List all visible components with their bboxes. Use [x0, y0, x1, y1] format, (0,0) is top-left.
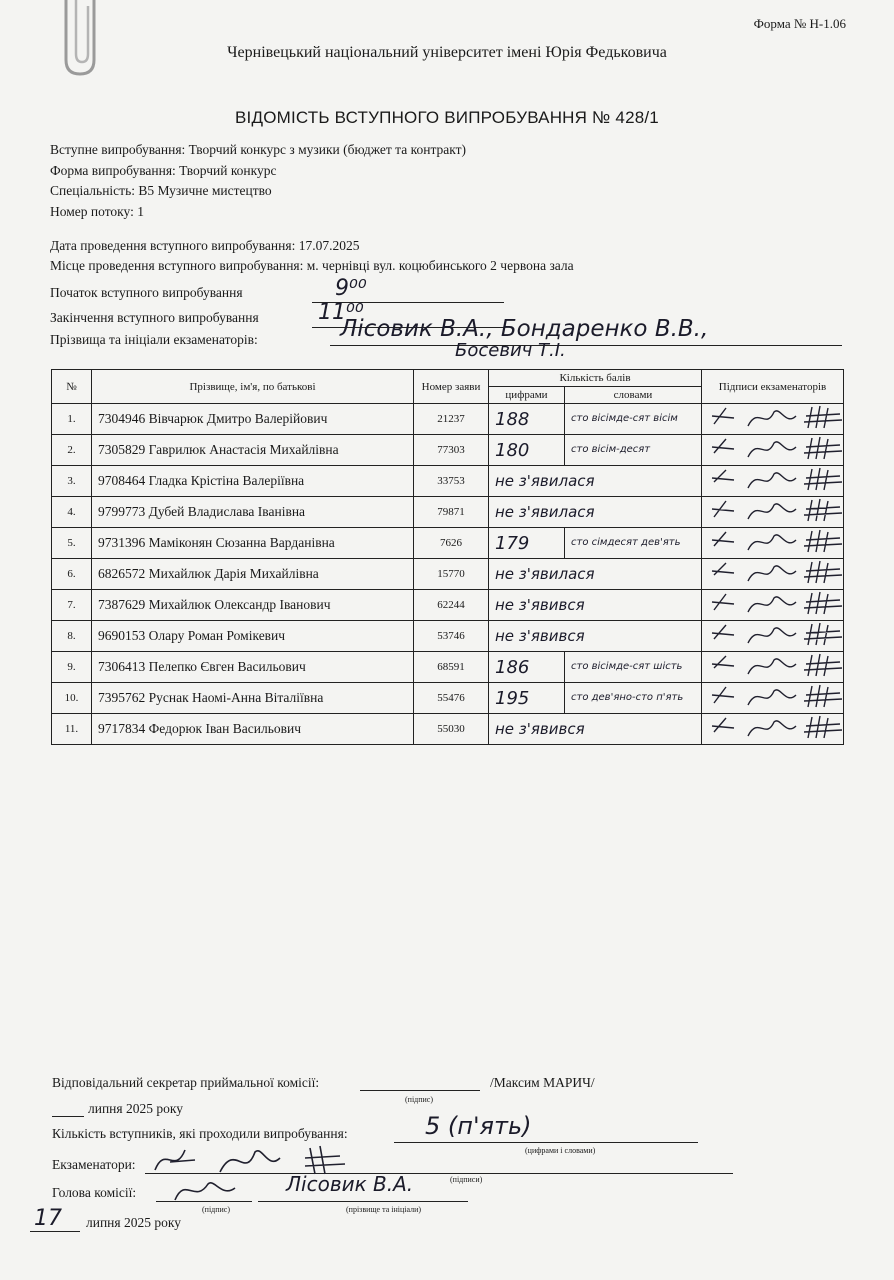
head-name-line	[258, 1201, 468, 1202]
application-number: 53746	[414, 621, 489, 652]
application-number: 21237	[414, 404, 489, 435]
applicant-name: 7305829 Гаврилюк Анастасія Михайлівна	[92, 435, 414, 466]
row-index: 1.	[52, 404, 92, 435]
header-signatures: Підписи екзаменаторів	[702, 370, 844, 404]
examiner-signatures	[702, 404, 844, 435]
applicant-name: 7395762 Руснак Наомі-Анна Віталіївна	[92, 683, 414, 714]
application-number: 68591	[414, 652, 489, 683]
start-label: Початок вступного випробування	[50, 285, 243, 300]
signature-scribble-icon	[708, 497, 844, 523]
applicant-name: 9731396 Маміконян Сюзанна Варданівна	[92, 528, 414, 559]
examiners-value-1: Лісовик В.А., Бондаренко В.В.,	[340, 316, 709, 342]
applicant-name: 6826572 Михайлюк Дарія Михайлівна	[92, 559, 414, 590]
score-digits: 179	[489, 528, 565, 559]
count-caption: (цифрами і словами)	[525, 1146, 596, 1155]
examiner-signatures	[702, 683, 844, 714]
application-number: 33753	[414, 466, 489, 497]
paper-clip-icon	[58, 0, 108, 82]
absence-note: не з'явився	[489, 590, 702, 621]
examiner-signatures	[702, 497, 844, 528]
absence-note: не з'явився	[489, 621, 702, 652]
head-signature-icon	[170, 1172, 240, 1206]
application-number: 77303	[414, 435, 489, 466]
score-digits: 195	[489, 683, 565, 714]
examiner-signatures	[702, 559, 844, 590]
results-table-body	[52, 404, 844, 745]
row-index: 4.	[52, 497, 92, 528]
table-row	[52, 714, 844, 745]
count-label: Кількість вступників, які проходили випробування:	[52, 1126, 348, 1141]
examiner-signatures	[702, 435, 844, 466]
row-index: 6.	[52, 559, 92, 590]
date1-suffix: липня 2025 року	[88, 1101, 183, 1116]
count-line	[394, 1142, 698, 1143]
signature-scribble-icon	[708, 683, 844, 709]
header-words: словами	[565, 387, 702, 404]
examiners-label: Прізвища та ініціали екзаменаторів:	[50, 332, 258, 347]
end-label: Закінчення вступного випробування	[50, 310, 259, 325]
row-index: 7.	[52, 590, 92, 621]
specialty-line: Спеціальність: В5 Музичне мистецтво	[50, 183, 272, 198]
document-title: ВІДОМІСТЬ ВСТУПНОГО ВИПРОБУВАННЯ № 428/1	[235, 108, 659, 127]
examiners-value-2: Босевич Т.І.	[455, 340, 566, 361]
examiner-signatures	[702, 652, 844, 683]
table-row	[52, 404, 844, 435]
row-index: 11.	[52, 714, 92, 745]
applicant-name: 7304946 Вівчарюк Дмитро Валерійович	[92, 404, 414, 435]
examiners-footer-label: Екзаменатори:	[52, 1157, 136, 1172]
table-row	[52, 435, 844, 466]
exam-form-line: Форма випробування: Творчий конкурс	[50, 163, 277, 178]
results-table	[51, 369, 844, 745]
table-row	[52, 559, 844, 590]
secretary-name: /Максим МАРИЧ/	[490, 1075, 595, 1090]
signatures-caption: (підписи)	[450, 1175, 483, 1184]
table-row	[52, 497, 844, 528]
table-row	[52, 621, 844, 652]
application-number: 79871	[414, 497, 489, 528]
university-name: Чернівецький національний університет імені Юрія Федьковича	[227, 44, 667, 61]
signature-scribble-icon	[708, 435, 844, 461]
examiner-signatures	[702, 621, 844, 652]
stream-line: Номер потоку: 1	[50, 204, 144, 219]
applicant-name: 9708464 Гладка Крістіна Валеріївна	[92, 466, 414, 497]
row-index: 5.	[52, 528, 92, 559]
table-row	[52, 652, 844, 683]
secretary-sign-line	[360, 1090, 480, 1091]
application-number: 62244	[414, 590, 489, 621]
row-index: 3.	[52, 466, 92, 497]
examiner-signatures	[702, 590, 844, 621]
row-index: 8.	[52, 621, 92, 652]
absence-note: не з'явилася	[489, 559, 702, 590]
header-name: Прізвище, ім'я, по батькові	[92, 370, 414, 404]
signature-scribble-icon	[708, 590, 844, 616]
head-label: Голова комісії:	[52, 1185, 137, 1200]
absence-note: не з'явився	[489, 714, 702, 745]
secretary-label: Відповідальний секретар приймальної комісії:	[52, 1075, 320, 1090]
score-words: сто вісімде-сят шість	[565, 652, 702, 683]
absence-note: не з'явилася	[489, 497, 702, 528]
applicant-name: 7387629 Михайлюк Олександр Іванович	[92, 590, 414, 621]
header-application: Номер заяви	[414, 370, 489, 404]
examiner-signatures	[702, 528, 844, 559]
signature-scribble-icon	[708, 652, 844, 678]
place-line: Місце проведення вступного випробування: м. чернівці вул. коцюбинського 2 червона зала	[50, 258, 574, 273]
date2-suffix: липня 2025 року	[86, 1215, 181, 1230]
application-number: 55476	[414, 683, 489, 714]
row-index: 9.	[52, 652, 92, 683]
examiners-underline	[330, 345, 842, 346]
application-number: 7626	[414, 528, 489, 559]
signature-scribble-icon	[708, 528, 844, 554]
header-digits: цифрами	[489, 387, 565, 404]
head-name-caption: (прізвище та ініціали)	[346, 1205, 422, 1214]
signature-scribble-icon	[708, 466, 844, 492]
signature-scribble-icon	[708, 621, 844, 647]
signature-scribble-icon	[708, 404, 844, 430]
header-score: Кількість балів	[489, 370, 702, 387]
row-index: 2.	[52, 435, 92, 466]
date1-day-line	[52, 1116, 84, 1117]
date-line: Дата проведення вступного випробування: 17.07.2025	[50, 238, 360, 253]
applicant-name: 9717834 Федорюк Іван Васильович	[92, 714, 414, 745]
absence-note: не з'явилася	[489, 466, 702, 497]
score-digits: 180	[489, 435, 565, 466]
form-number: Форма № Н-1.06	[753, 16, 846, 31]
table-row	[52, 590, 844, 621]
application-number: 15770	[414, 559, 489, 590]
score-digits: 188	[489, 404, 565, 435]
head-name: Лісовик В.А.	[286, 1172, 414, 1196]
table-row	[52, 528, 844, 559]
exam-line: Вступне випробування: Творчий конкурс з музики (бюджет та контракт)	[50, 142, 467, 157]
date2-day-line	[30, 1231, 80, 1232]
application-number: 55030	[414, 714, 489, 745]
applicant-name: 9690153 Олару Роман Ромікевич	[92, 621, 414, 652]
end-value: 11⁰⁰	[318, 300, 364, 325]
row-index: 10.	[52, 683, 92, 714]
head-sign-caption: (підпис)	[202, 1205, 231, 1214]
applicant-name: 9799773 Дубей Владислава Іванівна	[92, 497, 414, 528]
score-words: сто сімдесят дев'ять	[565, 528, 702, 559]
table-row	[52, 466, 844, 497]
examiner-signatures	[702, 714, 844, 745]
examiner-signatures	[702, 466, 844, 497]
date2-day: 17	[34, 1206, 62, 1231]
signature-scribble-icon	[708, 559, 844, 585]
start-value: 9⁰⁰	[335, 276, 367, 301]
secretary-sign-caption: (підпис)	[405, 1095, 434, 1104]
score-words: сто вісім-десят	[565, 435, 702, 466]
score-words: сто дев'яно-сто п'ять	[565, 683, 702, 714]
signature-scribble-icon	[708, 714, 844, 740]
applicant-name: 7306413 Пелепко Євген Васильович	[92, 652, 414, 683]
header-idx: №	[52, 370, 92, 404]
count-value: 5 (п'ять)	[425, 1112, 532, 1140]
score-digits: 186	[489, 652, 565, 683]
score-words: сто вісімде-сят вісім	[565, 404, 702, 435]
table-row	[52, 683, 844, 714]
